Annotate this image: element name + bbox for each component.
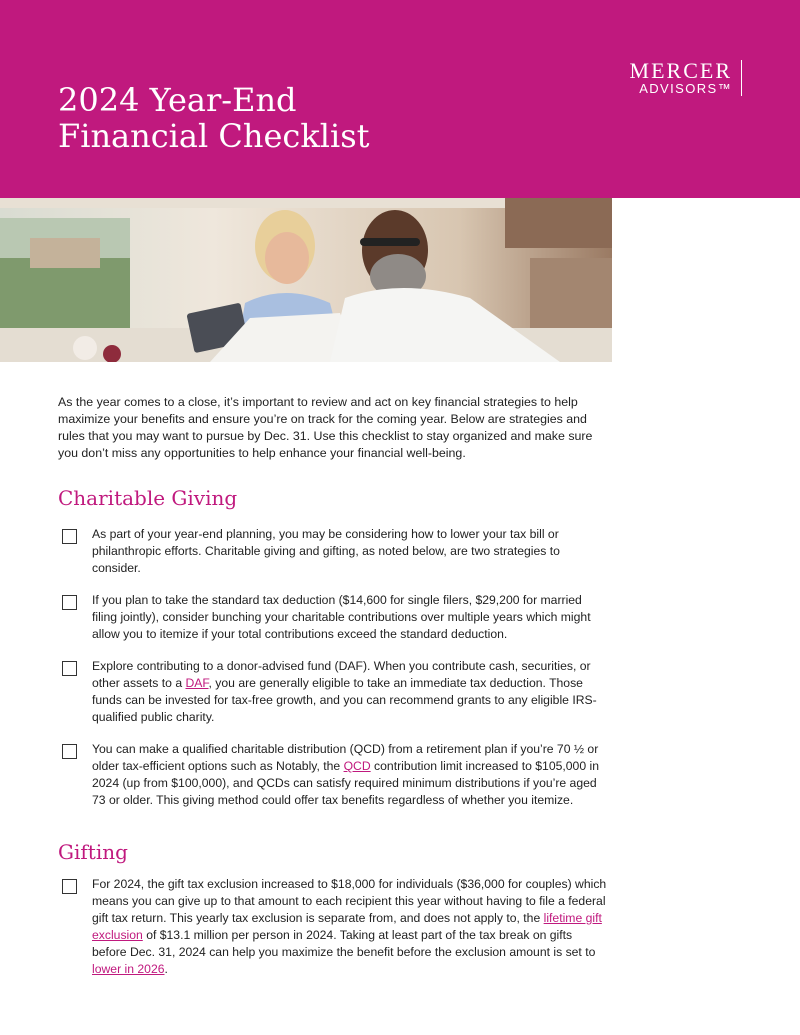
header-banner [0,0,800,198]
checkbox[interactable] [62,595,77,610]
logo-divider [741,60,742,96]
intro-paragraph: As the year comes to a close, it’s important to review and act on key financial strategies to help maximize your benefits and ensure you’re on track for the coming year. Below are strategies and rules that you may want to pursue by Dec. 31. Use this checklist to stay organized and make sure you don’t miss any opportunities to help enhance your financial well-being. [58,395,593,460]
mercer-advisors-logo [592,58,742,98]
text-segment: , you are generally eligible to take an immediate tax deduction. Those funds can be invested for tax-free growth, and you can recommend grants to any eligible IRS-qualified public charity. [92,676,597,724]
title-line-1: 2024 Year-End [58,81,297,119]
text-segment: Explore contributing to a donor-advised fund (DAF). When you contribute cash, securities, or other assets to a [92,659,591,690]
text-segment: For 2024, the gift tax exclusion increased to $18,000 for individuals ($36,000 for couples) which means you can give up to that amount to each recipient this year without having to file a federal gift tax return. This yearly tax exclusion is separate from, and does not apply to, the [92,877,607,925]
daf-link[interactable]: DAF [185,676,209,690]
checkbox[interactable] [62,529,77,544]
checkbox[interactable] [62,744,77,759]
qcd-link[interactable]: QCD [343,759,371,773]
title-line-2: Financial Checklist [58,117,370,155]
section-title-gifting: Gifting [58,840,128,864]
section-title-charitable-giving: Charitable Giving [58,486,238,510]
checklist-item-text [92,741,607,809]
text-segment: You can make a qualified charitable distribution (QCD) from a retirement plan if you’re 70 ½ or older tax-efficient options such as Notably, the [92,742,599,773]
lifetime-gift-exclusion-link[interactable]: lifetime gift exclusion [92,911,602,942]
checklist-item-text: If you plan to take the standard tax deduction ($14,600 for single filers, $29,200 for married filing jointly), consider bunching your charitable contributions over multiple years which might allow you to itemize if your total contributions exceed the standard deduction. [92,593,591,641]
photo-illustration [0,198,612,362]
text-segment: . [164,962,168,976]
page-title [58,82,369,154]
couple-reviewing-documents-photo [0,198,612,362]
checkbox[interactable] [62,879,77,894]
checklist-item-text [92,658,607,726]
checkbox[interactable] [62,661,77,676]
checklist-item-text [92,876,607,978]
text-segment: of $13.1 million per person in 2024. Taking at least part of the tax break on gifts before Dec. 31, 2024 can help you maximize the benefit before the exclusion amount is set to [92,928,596,959]
checklist-item-text: As part of your year-end planning, you may be considering how to lower your tax bill or philanthropic efforts. Charitable giving and gifting, as noted below, are two strategies to consider. [92,527,560,575]
logo-subtitle: ADVISORS™ [639,81,732,96]
text-segment: contribution limit increased to $105,000 in 2024 (up from $100,000), and QCDs can satisfy required minimum distributions if you’re aged 73 or older. This giving method could offer tax benefits regardless of whether you itemize. [92,759,599,807]
logo-name: MERCER [629,58,732,83]
lower-in-2026-link[interactable]: lower in 2026 [92,962,165,976]
